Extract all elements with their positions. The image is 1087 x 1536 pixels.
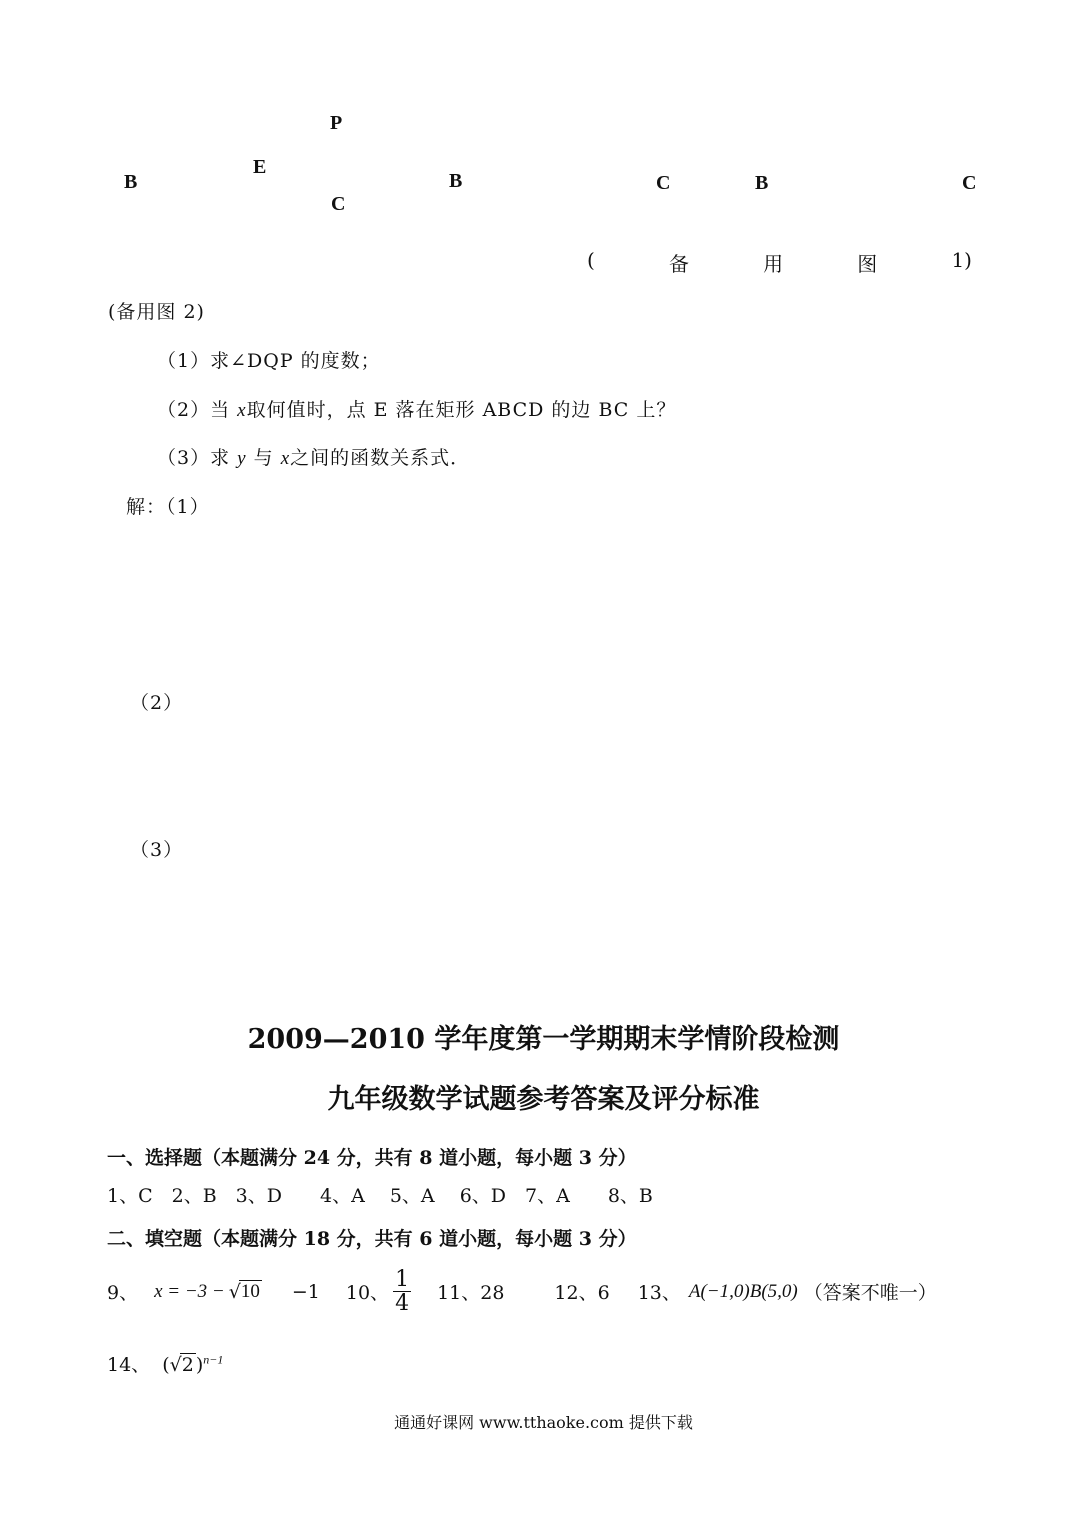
question-1: （1）求∠DQP 的度数； [157, 350, 381, 372]
figure-label-b: B [124, 171, 138, 193]
question-3: （3）求 y 与 x之间的函数关系式． [157, 447, 471, 469]
backup-figure-1-caption: ( 备 用 图 1) [587, 248, 972, 276]
page-footer: 通通好课网 www.tthaoke.com 提供下载 [394, 1413, 693, 1432]
answer-9-tail: −1 [291, 1280, 320, 1303]
figure-label-b: B [755, 172, 769, 194]
solution-label-3: （3） [130, 839, 184, 861]
answer-key-title: 2009—2010 学年度第一学期期末学情阶段检测 [247, 1024, 840, 1055]
section-1-header: 一、选择题（本题满分 24 分，共有 8 道小题，每小题 3 分） [107, 1147, 637, 1169]
figure-label-b: B [449, 170, 463, 192]
answer-key-subtitle: 九年级数学试题参考答案及评分标准 [327, 1084, 760, 1115]
answer-10-fraction: $\frac{1}{4}$ [395, 1267, 410, 1317]
section-2-answers: 9、 x = −3 − √ 10 −1 10、 $\frac{1}{4}$ 11、28 12、6 13、 A(−1,0)B(5,0) （答案不唯一） [107, 1267, 937, 1317]
answer-13-number: 13、 [637, 1282, 681, 1305]
figure-label-p: P [330, 112, 343, 134]
answer-11: 11、28 [437, 1282, 505, 1305]
figure-label-c: C [331, 193, 346, 215]
section-1-answers: 1、C 2、B 3、D 4、A 5、A 6、D 7、A 8、B [107, 1185, 653, 1207]
figure-label-e: E [253, 156, 267, 178]
figure-label-c: C [962, 172, 977, 194]
backup-figure-2-caption: (备用图 2) [108, 301, 205, 323]
answer-9-number: 9、 [107, 1282, 139, 1305]
question-2: （2）当 x取何值时，点 E 落在矩形 ABCD 的边 BC 上？ [157, 399, 677, 421]
answer-9-radicand: 10 [240, 1281, 260, 1303]
answer-13-expression: A(−1,0)B(5,0) [688, 1280, 798, 1302]
solution-label-2: （2） [130, 692, 184, 714]
answer-9-expression: x = −3 − [154, 1280, 225, 1302]
answer-10-number: 10、 [345, 1282, 390, 1305]
section-2-header: 二、填空题（本题满分 18 分，共有 6 道小题，每小题 3 分） [107, 1228, 637, 1250]
answer-14: 14、 (√2 )$^{n-1}$ [107, 1352, 224, 1376]
answer-13-note: （答案不唯一） [803, 1282, 937, 1305]
solution-label-1: 解：（1） [126, 496, 210, 518]
answer-12: 12、6 [554, 1282, 610, 1305]
figure-label-c: C [656, 172, 671, 194]
